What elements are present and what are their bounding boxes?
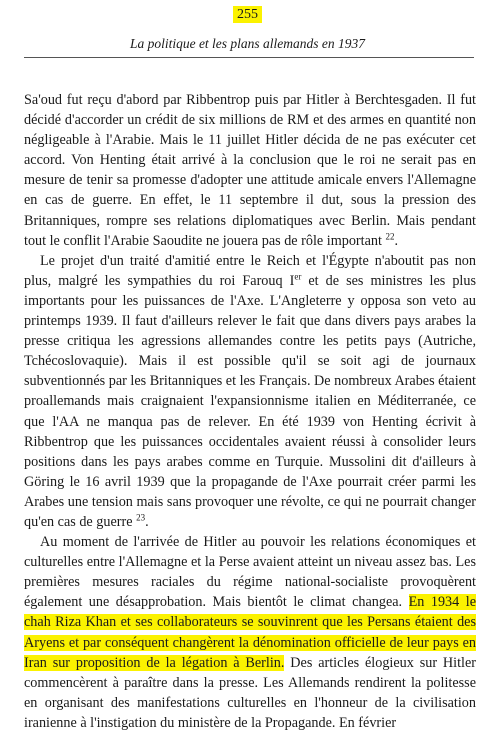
paragraph-1-text: Sa'oud fut reçu d'abord par Ribbentrop puis par Hitler à Berchtesgaden. Il fut décidé d'accorder un crédit de six millions de RM et des armes en quantité non négligeable à l'Arabie. Mais le 11 juillet Hitler décida de ne pas exécuter cet accord. Von Henting était arrivé à la conclusion que le roi ne serait pas en mesure de tenir sa promesse d'adopter une attitude amicale envers l'Allemagne en cas de guerre. En effet, le 11 septembre il dut, sous la pression des Britanniques, rompre ses relations diplomatiques avec Berlin. Mais pendant tout le conflit l'Arabie Saoudite ne jouera pas de rôle important xyxy=(24,92,476,249)
paragraph-3-text-start: Au moment de l'arrivée de Hitler au pouvoir les relations économiques et culturelles entre l'Allemagne et la Perse avaient atteint un niveau assez bas. Les premières mesures raciales du régime national-socialiste provoquèrent également une désapprobation. Mais bientôt le climat changea. xyxy=(24,534,476,611)
footnote-ref-23: 23 xyxy=(136,512,146,523)
paragraph-3-text-end: Des articles élogieux sur Hitler commencèrent à paraître dans la presse. Les Allemands rendirent la politesse en organisant des manifestations culturelles en l'honneur de la civilisation iranienne à l'instigation du ministère de la Propagande. En février xyxy=(24,654,476,731)
highlighted-passage: En 1934 le chah Riza Khan et ses collaborateurs se souvinrent que les Persans étaient des Aryens et par conséquent changèrent la dénomination officielle de leur pays en Iran sur proposition de la légation à Berlin. xyxy=(24,594,476,671)
header-rule xyxy=(24,57,474,58)
paragraph-1: Sa'oud fut reçu d'abord par Ribbentrop puis par Hitler à Berchtesgaden. Il fut décidé d'accorder un crédit de six millions de RM et des armes en quantité non négligeable à l'Arabie. Mais le 11 juillet Hitler décida de ne pas exécuter cet accord. Von Henting était arrivé à la conclusion que le roi ne serait pas en mesure de tenir sa promesse d'adopter une attitude amicale envers l'Allemagne en cas de guerre. En effet, le 11 septembre il dut, sous la pression des Britanniques, rompre ses relations diplomatiques avec Berlin. Mais pendant tout le conflit l'Arabie Saoudite ne jouera pas de rôle important $^{22}$. xyxy=(24,92,476,249)
page-number xyxy=(0,7,495,23)
footnote-ref-22: 22 xyxy=(385,230,395,241)
paragraph-3 xyxy=(24,532,476,733)
page-number-highlight: 255 xyxy=(233,6,262,23)
paragraph-2-text-end: et de ses ministres les plus importants pour les puissances de l'Axe. L'Angleterre y opposa son veto au printemps 1939. Il faut d'ailleurs relever le fait que dans divers pays arabes la presse critiqua les agressions allemandes contre les petits pays (Autriche, Tchécoslovaquie). Mais il est possible qu'il se soit agi de journaux subventionnés par les Britanniques et les Français. De nombreux Arabes étaient proallemands mais craignaient l'expansionnisme italien en Méditerranée, ce que l'AA ne manqua pas de relever. En été 1939 von Henting écrivit à Ribbentrop que les puissances occidentales avaient réussi à consolider leurs positions dans les pays arabes comme en Turquie. Mussolini dit d'ailleurs à Göring le 16 avril 1939 que la propagande de l'Axe pourrait créer parmi les Arabes une tension mais sans provoquer une révolte, ce qui ne pourrait changer qu'en cas de guerre xyxy=(24,272,476,530)
paragraph-2-text-start: Le projet d'un traité d'amitié entre le Reich et l'Égypte n'aboutit pas non plus, malgré les sympathies du roi Farouq I xyxy=(24,252,476,289)
body-text xyxy=(24,90,476,733)
superscript-er: er xyxy=(294,271,302,282)
paragraph-2: Le projet d'un traité d'amitié entre le Reich et l'Égypte n'aboutit pas non plus, malgré les sympathies du roi Farouq Ier et de ses ministres les plus importants pour les puissances de l'Axe. L'Angleterre y opposa son veto au printemps 1939. Il faut d'ailleurs relever le fait que dans divers pays arabes la presse critiqua les agressions allemandes contre les petits pays (Autriche, Tchécoslovaquie). Mais il est possible qu'il se soit agi de journaux subventionnés par les Britanniques et les Français. De nombreux Arabes étaient proallemands mais craignaient l'expansionnisme italien en Méditerranée, ce que l'AA ne manqua pas de relever. En été 1939 von Henting écrivit à Ribbentrop que les puissances occidentales avaient réussi à consolider leurs positions dans les pays arabes comme en Turquie. Mussolini dit d'ailleurs à Göring le 16 avril 1939 que la propagande de l'Axe pourrait créer parmi les Arabes une tension mais sans provoquer une révolte, ce qui ne pourrait changer qu'en cas de guerre $^{23}$. xyxy=(24,252,476,530)
running-header: La politique et les plans allemands en 1937 xyxy=(129,36,366,51)
